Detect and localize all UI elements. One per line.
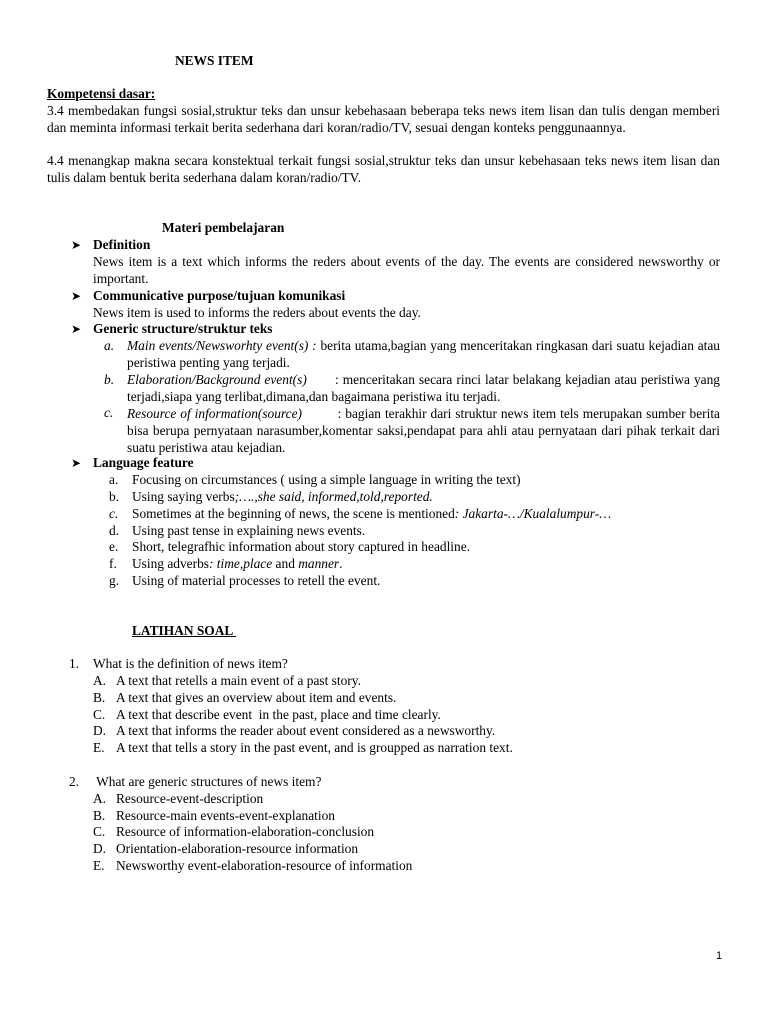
question-1-option-c: C. A text that describe event in the past, place and time clearly. xyxy=(93,707,441,722)
materi-heading: Materi pembelajaran xyxy=(162,220,285,235)
language-item-e: e. Short, telegrafhic information about story captured in headline. xyxy=(109,539,471,554)
question-1-option-b: B. A text that gives an overview about item and events. xyxy=(93,690,397,705)
question-2-option-d: D. Orientation-elaboration-resource information xyxy=(93,841,359,856)
structure-item-c xyxy=(127,405,724,457)
language-item-f: f. Using adverbs: time,place and manner. xyxy=(109,556,343,571)
arrowhead-bullet-icon: ➤ xyxy=(71,322,82,336)
latihan-heading: LATIHAN SOAL xyxy=(132,623,236,638)
structure-desc-c: : bagian terakhir dari struktur news item tels merupakan sumber berita bisa berupa pernyataan narasumber,komentar saksi,pendapat para ahli atau pernyataan dari pihak terkait dari suatu peristiwa atau kejadian. xyxy=(127,406,724,456)
kompetensi-paragraph-3-4: 3.4 membedakan fungsi sosial,struktur teks dan unsur kebehasaan beberapa teks news item lisan dan tulis dengan memberi dan meminta informasi terkait berita sederhana dari koran/radio/TV, sesuai dengan konteks penggunaannya. xyxy=(47,103,720,135)
structure-letter-b: b. xyxy=(104,372,115,387)
kompetensi-heading: Kompetensi dasar: xyxy=(47,86,156,101)
kompetensi-paragraph-4-4: 4.4 menangkap makna secara konstektual terkait fungsi sosial,struktur teks dan unsur kebehasaan teks news item lisan dan tulis dalam bentuk berita sederhana dalam koran/radio/TV. xyxy=(47,153,720,185)
structure-term-b: Elaboration/Background event(s) xyxy=(127,372,307,387)
structure-desc-a: berita utama,bagian yang menceritakan ringkasan dari suatu kejadian atau peristiwa penting yang terjadi. xyxy=(127,338,720,370)
structure-term-c: Resource of information(source) xyxy=(127,406,303,421)
question-1-option-d: D. A text that informs the reader about event considered as a newsworthy. xyxy=(93,723,496,738)
document-title: NEWS ITEM xyxy=(175,53,254,68)
section-definition xyxy=(71,237,150,253)
question-2-option-b: B. Resource-main events-event-explanation xyxy=(93,808,335,823)
section-generic-structure xyxy=(71,321,273,337)
definition-text: News item is a text which informs the reders about events of the day. The events are considered newsworthy or important. xyxy=(93,254,720,286)
section-purpose xyxy=(71,288,345,304)
arrowhead-bullet-icon: ➤ xyxy=(71,456,82,470)
page-number: 1 xyxy=(716,950,723,962)
question-1: 1. What is the definition of news item? xyxy=(69,656,288,671)
language-label: Language feature xyxy=(93,455,194,470)
question-2-option-a: A. Resource-event-description xyxy=(93,791,264,806)
structure-label: Generic structure/struktur teks xyxy=(93,321,273,336)
structure-letter-c: c. xyxy=(104,405,114,420)
question-1-option-e: E. A text that tells a story in the past event, and is groupped as narration text. xyxy=(93,740,513,755)
purpose-text: News item is used to informs the reders about events the day. xyxy=(93,305,421,320)
definition-label: Definition xyxy=(93,237,151,252)
question-1-option-a: A. A text that retells a main event of a past story. xyxy=(93,673,361,688)
structure-desc-b: : menceritakan secara rinci latar belakang kejadian atau peristiwa yang terjadi,siapa yang terlibat,dimana,dan bagaimana peristiwa itu terjadi. xyxy=(127,372,724,404)
structure-letter-a: a. xyxy=(104,338,115,353)
structure-item-a: Main events/Newsworhty event(s) : berita utama,bagian yang menceritakan ringkasan dari suatu kejadian atau peristiwa penting yang terjadi. xyxy=(127,338,720,370)
language-item-b: b. Using saying verbs;….,she said, informed,told,reported. xyxy=(109,489,433,504)
structure-term-a: Main events/Newsworhty event(s) xyxy=(127,338,309,353)
question-2: 2. What are generic structures of news item? xyxy=(69,774,322,789)
question-2-option-e: E. Newsworthy event-elaboration-resource of information xyxy=(93,858,413,873)
question-2-option-c: C. Resource of information-elaboration-conclusion xyxy=(93,824,375,839)
section-language-feature xyxy=(71,455,194,471)
structure-item-b xyxy=(127,372,724,406)
language-item-c: c. Sometimes at the beginning of news, the scene is mentioned: Jakarta-…/Kualalumpur-… xyxy=(109,506,612,521)
language-item-a: a. Focusing on circumstances ( using a simple language in writing the text) xyxy=(109,472,521,487)
arrowhead-bullet-icon: ➤ xyxy=(71,289,82,303)
language-item-d: d. Using past tense in explaining news events. xyxy=(109,523,366,538)
language-item-g: g. Using of material processes to retell the event. xyxy=(109,573,381,588)
arrowhead-bullet-icon: ➤ xyxy=(71,238,82,252)
purpose-label: Communicative purpose/tujuan komunikasi xyxy=(93,288,346,303)
